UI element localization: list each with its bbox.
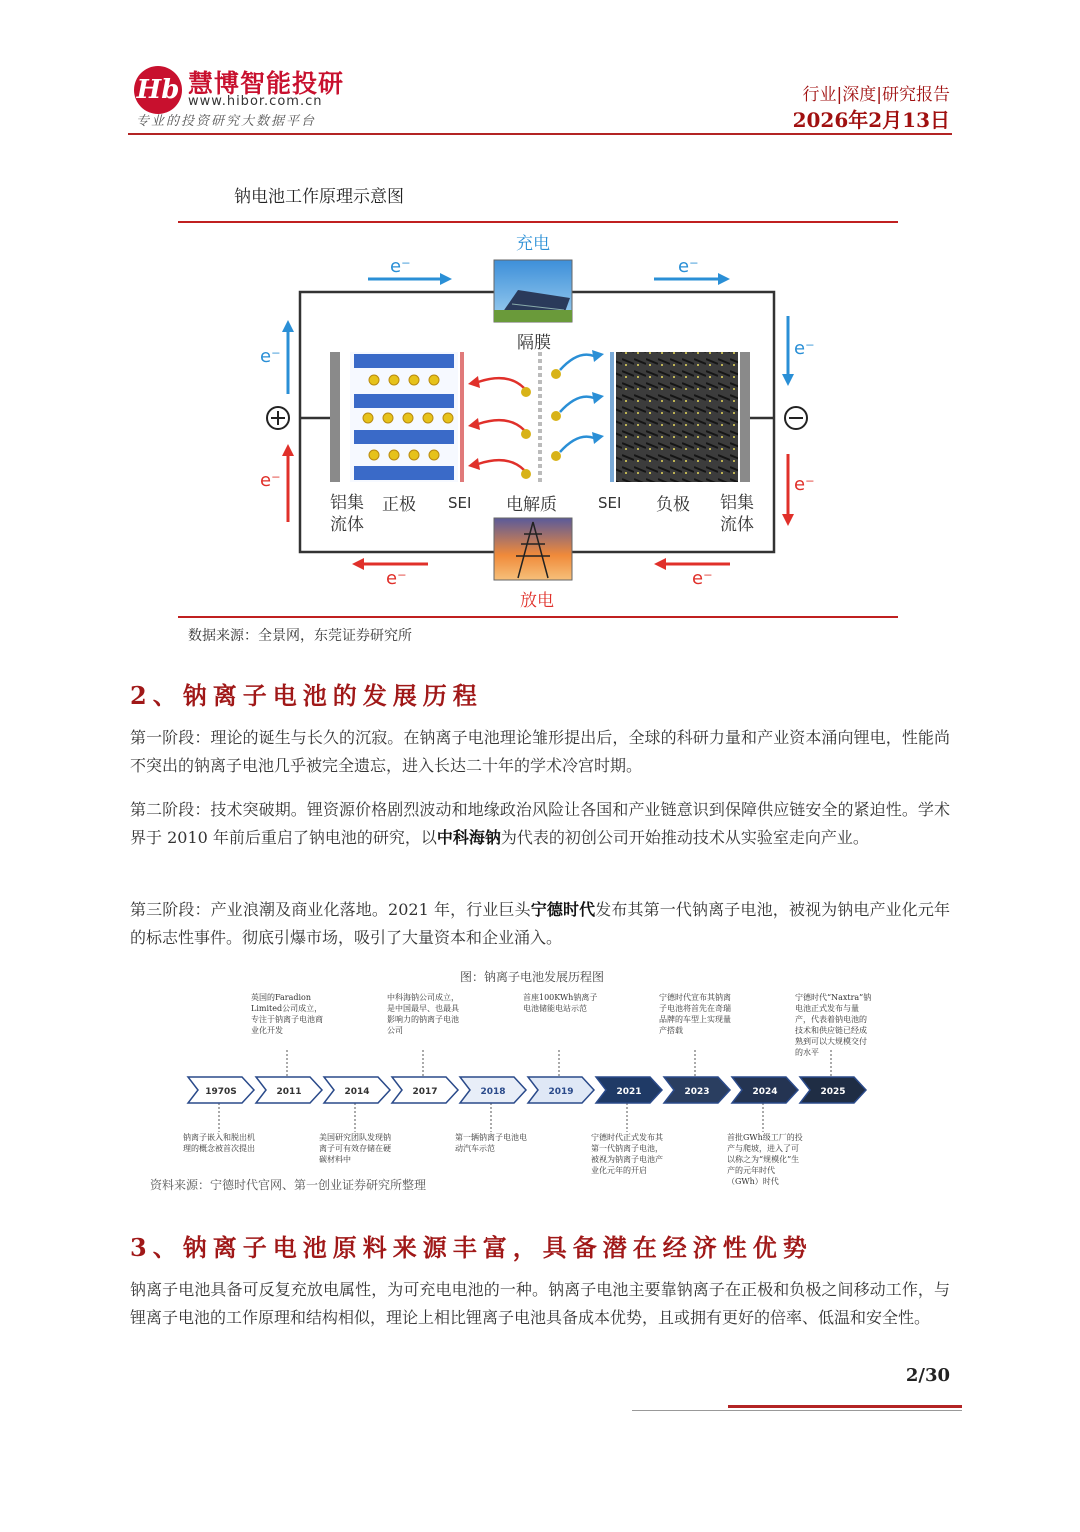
timeline-note-below: 第一辆钠离子电池电动汽车示范: [455, 1133, 527, 1153]
electron-arrow-left-up-red: [260, 444, 294, 522]
cathode-label: 正极: [382, 495, 416, 515]
highlight-zhongke-haina: 中科海钠: [436, 828, 501, 847]
al-collector-left-label-2: 流体: [330, 515, 364, 535]
al-collector-right: [740, 352, 750, 482]
al-collector-left: [330, 352, 340, 482]
electron-arrow-top-left: [368, 256, 452, 285]
timeline-year-label: 2023: [684, 1087, 710, 1097]
svg-text:e⁻: e⁻: [260, 346, 281, 367]
svg-text:e⁻: e⁻: [390, 256, 411, 277]
timeline-note-above: 宁德时代“Naxtra”钠电池正式发布与量产，代表着钠电池的技术和供应链已经成熟到可以大规模交付的水平: [795, 993, 872, 1057]
svg-text:e⁻: e⁻: [260, 470, 281, 491]
timeline-note-above: 首座100KWh钠离子电池储能电站示范: [523, 993, 598, 1013]
figure-source: 数据来源：全景网，东莞证券研究所: [188, 628, 412, 644]
charge-label: 充电: [516, 234, 550, 254]
highlight-catl: 宁德时代: [530, 900, 596, 919]
timeline-year-label: 2014: [344, 1087, 370, 1097]
timeline-year-label: 2025: [820, 1087, 846, 1097]
battery-diagram: [178, 224, 898, 616]
electron-arrow-bottom-right: [654, 558, 730, 589]
report-type: 行业|深度|研究报告: [802, 85, 950, 105]
paragraph-stage-2: 第二阶段：技术突破期。锂资源价格剧烈波动和地缘政治风险让各国和产业链意识到保障供应链安全的紧迫性。学术界于 2010 年前后重启了钠电池的研究，以中科海钠为代表的初创公司开始推动技术从实验室走向产业。: [130, 800, 950, 847]
report-date: 2026年2月13日: [792, 108, 950, 132]
timeline-source: 资料来源：宁德时代官网、第一创业证券研究所整理: [150, 1178, 427, 1192]
separator-label: 隔膜: [517, 333, 551, 353]
sei-left: [460, 352, 464, 482]
footer-rule-accent: [728, 1405, 962, 1408]
timeline-title: 图：钠离子电池发展历程图: [460, 970, 605, 984]
sei-right: [610, 352, 614, 482]
brand-url[interactable]: www.hibor.com.cn: [188, 94, 323, 109]
electron-arrow-right-down: [782, 316, 815, 386]
cathode-structure: [350, 352, 458, 482]
electron-arrow-left-up: [260, 320, 294, 394]
timeline-note-below: 美国研究团队发现钠离子可有效存储在硬碳材料中: [319, 1133, 391, 1164]
svg-text:e⁻: e⁻: [386, 568, 407, 589]
al-collector-right-label-2: 流体: [720, 515, 754, 535]
paragraph-stage-1: 第一阶段：理论的诞生与长久的沉寂。在钠离子电池理论雏形提出后，全球的科研力量和产业资本涌向锂电，性能尚不突出的钠离子电池几乎被完全遗忘，进入长达二十年的学术冷宫时期。: [130, 728, 950, 775]
svg-text:e⁻: e⁻: [794, 474, 815, 495]
electron-arrow-top-right: [654, 256, 730, 285]
brand-slogan: 专业的投资研究大数据平台: [136, 114, 317, 129]
footer-rule-thin: [632, 1410, 962, 1411]
timeline-note-below: 钠离子嵌入和脱出机理的概念被首次提出: [183, 1133, 255, 1153]
timeline-year-label: 1970S: [205, 1087, 237, 1097]
electrolyte-label: 电解质: [506, 495, 557, 515]
figure-top-rule: [178, 221, 898, 223]
timeline-note-above: 中科海钠公司成立，是中国最早、也最具影响力的钠离子电池公司: [387, 993, 459, 1035]
header-divider: [128, 133, 952, 135]
timeline-year-label: 2018: [480, 1087, 506, 1097]
section-3-heading: 3、钠离子电池原料来源丰富，具备潜在经济性优势: [130, 1233, 813, 1262]
section-2-heading: 2、钠离子电池的发展历程: [130, 681, 483, 710]
electron-arrow-right-down-red: [782, 454, 815, 526]
timeline-note-below: 宁德时代正式发布其第一代钠离子电池，被视为钠离子电池产业化元年的开启: [591, 1133, 663, 1175]
timeline-note-above: 英国的Faradion Limited公司成立，专注于钠离子电池商业化开发: [251, 993, 323, 1035]
timeline-note-below: 首批GWh级工厂的投产与爬坡，进入了可以称之为“规模化”生产的元年时代（GWh）时代: [727, 1133, 803, 1186]
timeline-year-label: 2024: [752, 1087, 778, 1097]
timeline-note-above: 宁德时代宣布其钠离子电池将首先在奇瑞品牌的车型上实现量产搭载: [659, 993, 731, 1035]
sei-left-label: SEI: [448, 494, 472, 512]
al-collector-left-label-1: 铝集: [330, 493, 364, 513]
brand-name: 慧博智能投研: [188, 69, 345, 98]
page-number: 2/30: [905, 1365, 950, 1386]
sodium-ion-flow: [468, 350, 604, 479]
sei-right-label: SEI: [598, 494, 622, 512]
timeline-year-label: 2017: [412, 1087, 438, 1097]
figure-title: 钠电池工作原理示意图: [234, 187, 404, 207]
timeline-year-label: 2019: [548, 1087, 574, 1097]
paragraph-stage-3: 第三阶段：产业浪潮及商业化落地。2021 年，行业巨头宁德时代发布其第一代钠离子电池，被视为钠电产业化元年的标志性事件。彻底引爆市场，吸引了大量资本和企业涌入。: [130, 900, 950, 947]
svg-text:e⁻: e⁻: [794, 338, 815, 359]
discharge-label: 放电: [520, 591, 554, 611]
power-tower-image: [494, 518, 572, 580]
al-collector-right-label-1: 铝集: [720, 493, 754, 513]
anode-structure: [616, 352, 738, 482]
svg-text:e⁻: e⁻: [678, 256, 699, 277]
paragraph-section-3: 钠离子电池具备可反复充放电属性，为可充电电池的一种。钠离子电池主要靠钠离子在正极和负极之间移动工作，与锂离子电池的工作原理和结构相似，理论上相比锂离子电池具备成本优势，且或拥有更好的倍率、低温和安全性。: [130, 1280, 950, 1327]
timeline-year-label: 2021: [616, 1087, 642, 1097]
electron-arrow-bottom-left: [352, 558, 428, 589]
timeline-year-label: 2011: [276, 1087, 302, 1097]
anode-label: 负极: [656, 495, 690, 515]
svg-text:e⁻: e⁻: [692, 568, 713, 589]
figure-bottom-rule: [178, 616, 898, 618]
logo-mark: Hb: [134, 66, 182, 114]
